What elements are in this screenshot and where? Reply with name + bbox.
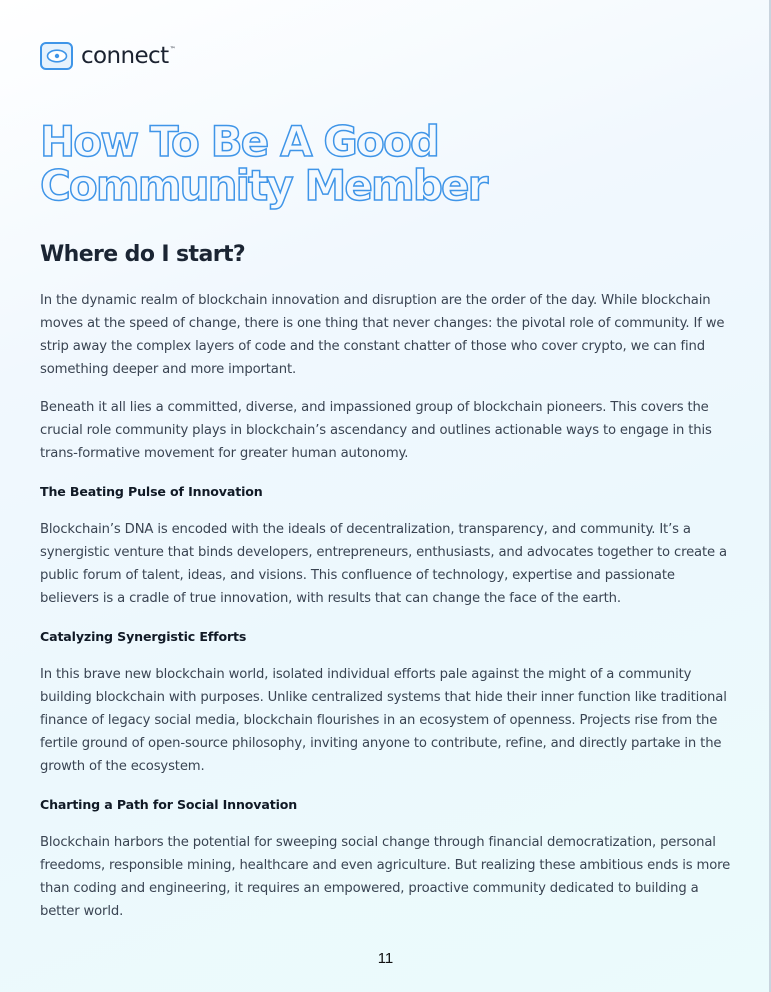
connect-logo xyxy=(40,40,175,72)
article-body xyxy=(40,289,736,938)
eye-icon xyxy=(40,42,73,70)
subheading-beating-pulse: The Beating Pulse of Innovation xyxy=(40,484,263,499)
intro-paragraph-1: In the dynamic realm of blockchain innovation and disruption are the order of the day. While blockchain moves at the speed of change, there is one thing that never changes: the pivotal role of community. If we strip away the complex layers of code and the constant chatter of those who cover crypto, we can find something deeper and more important. xyxy=(40,293,725,377)
subheading-social-innovation: Charting a Path for Social Innovation xyxy=(40,797,298,812)
paragraph-catalyzing: In this brave new blockchain world, isolated individual efforts pale against the might of a community building blockchain with purposes. Unlike centralized systems that hide their inner function like traditional finance of legacy social media, blockchain flourishes in an ecosystem of openness. Projects rise from the fertile ground of open-source philosophy, inviting anyone to contribute, refine, and directly partake in the growth of the ecosystem. xyxy=(40,667,727,774)
logo-text: connect™ xyxy=(81,43,175,69)
page-title-line-2: Community Member xyxy=(40,161,487,210)
subheading-catalyzing: Catalyzing Synergistic Efforts xyxy=(40,629,247,644)
page-title-line-1: How To Be A Good xyxy=(40,117,439,166)
page-number: 11 xyxy=(377,950,394,967)
paragraph-social-innovation: Blockchain harbors the potential for sweeping social change through financial democratization, personal freedoms, responsible mining, healthcare and even agriculture. But realizing these ambitious ends is more than coding and engineering, it requires an empowered, proactive community dedicated to building a better world. xyxy=(40,835,731,919)
page-title xyxy=(40,117,487,210)
section-heading: Where do I start? xyxy=(40,242,246,267)
intro-paragraph-2: Beneath it all lies a committed, diverse, and impassioned group of blockchain pioneers. This covers the crucial role community plays in blockchain’s ascendancy and outlines actionable ways to engage in this trans-formative movement for greater human autonomy. xyxy=(40,400,712,461)
paragraph-beating-pulse: Blockchain’s DNA is encoded with the ideals of decentralization, transparency, and community. It’s a synergistic venture that binds developers, entrepreneurs, enthusiasts, and advocates together to create a public forum of talent, ideas, and visions. This confluence of technology, expertise and passionate believers is a cradle of true innovation, with results that can change the face of the earth. xyxy=(40,522,727,606)
